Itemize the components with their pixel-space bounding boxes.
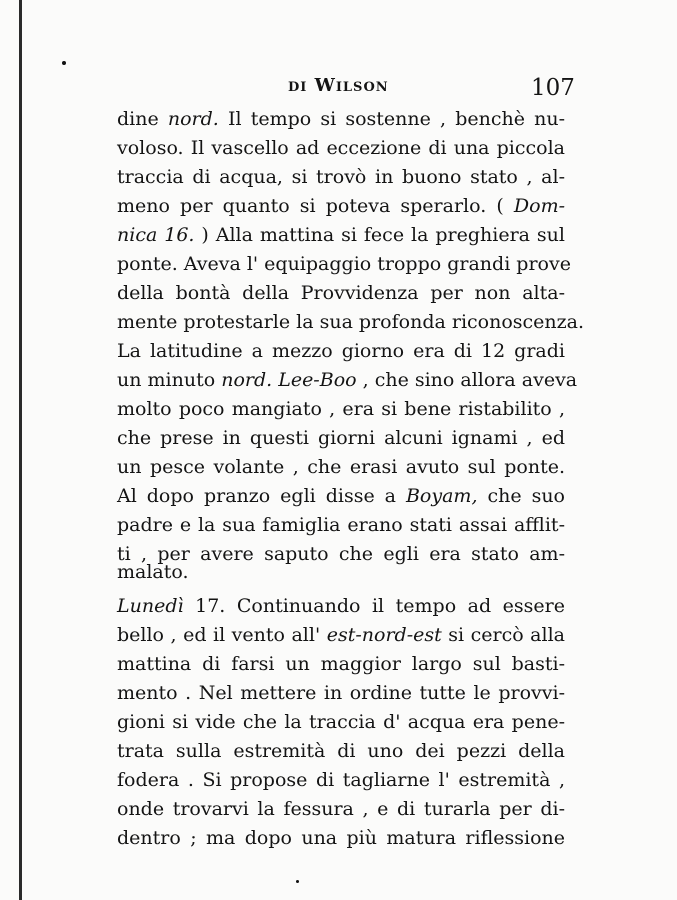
text-line: Al dopo pranzo egli disse a Boyam, che suo — [117, 485, 565, 507]
text-line: La latitudine a mezzo giorno era di 12 gradi — [117, 340, 565, 362]
running-header: di Wilson — [288, 75, 389, 96]
text-line: dentro ; ma dopo una più matura riflessione — [117, 827, 565, 849]
text-line: bello , ed il vento all' est-nord-est si cercò alla — [117, 624, 565, 646]
text-line: onde trovarvi la fessura , e di turarla per di- — [117, 798, 565, 820]
text-line: della bontà della Provvidenza per non alta- — [117, 282, 565, 304]
text-line: un pesce volante , che erasi avuto sul ponte. — [117, 456, 565, 478]
page-number: 107 — [531, 75, 575, 101]
text-line: mente protestarle la sua profonda riconoscenza. — [117, 311, 585, 333]
text-line: mattina di farsi un maggior largo sul basti- — [117, 653, 565, 675]
text-line: gioni si vide che la traccia d' acqua era pene- — [117, 711, 565, 733]
text-line: traccia di acqua, si trovò in buono stato , al- — [117, 166, 565, 188]
text-line: meno per quanto si poteva sperarlo. ( Dom- — [117, 195, 565, 217]
text-line: nica 16. ) Alla mattina si fece la preghiera sul — [117, 224, 565, 246]
text-line: ponte. Aveva l' equipaggio troppo grandi prove — [117, 253, 571, 275]
text-line: voloso. Il vascello ad eccezione di una piccola — [117, 137, 565, 159]
text-line: che prese in questi giorni alcuni ignami , ed — [117, 427, 565, 449]
text-line: un minuto nord. Lee-Boo , che sino allora aveva — [117, 369, 578, 391]
text-line: padre e la sua famiglia erano stati assai afflit- — [117, 514, 565, 536]
text-line: molto poco mangiato , era si bene ristabilito , — [117, 398, 565, 420]
text-line: malato. — [117, 561, 189, 583]
binding-edge — [19, 0, 22, 900]
text-line: ti , per avere saputo che egli era stato am- — [117, 543, 565, 565]
text-line: fodera . Si propose di tagliarne l' estremità , — [117, 769, 565, 791]
text-line: trata sulla estremità di uno dei pezzi della — [117, 740, 565, 762]
text-line: dine nord. Il tempo si sostenne , benchè nu- — [117, 108, 566, 130]
text-line: mento . Nel mettere in ordine tutte le provvi- — [117, 682, 565, 704]
ink-speck — [296, 880, 299, 883]
ink-speck — [62, 61, 66, 65]
text-line: Lunedì 17. Continuando il tempo ad essere — [117, 595, 565, 617]
